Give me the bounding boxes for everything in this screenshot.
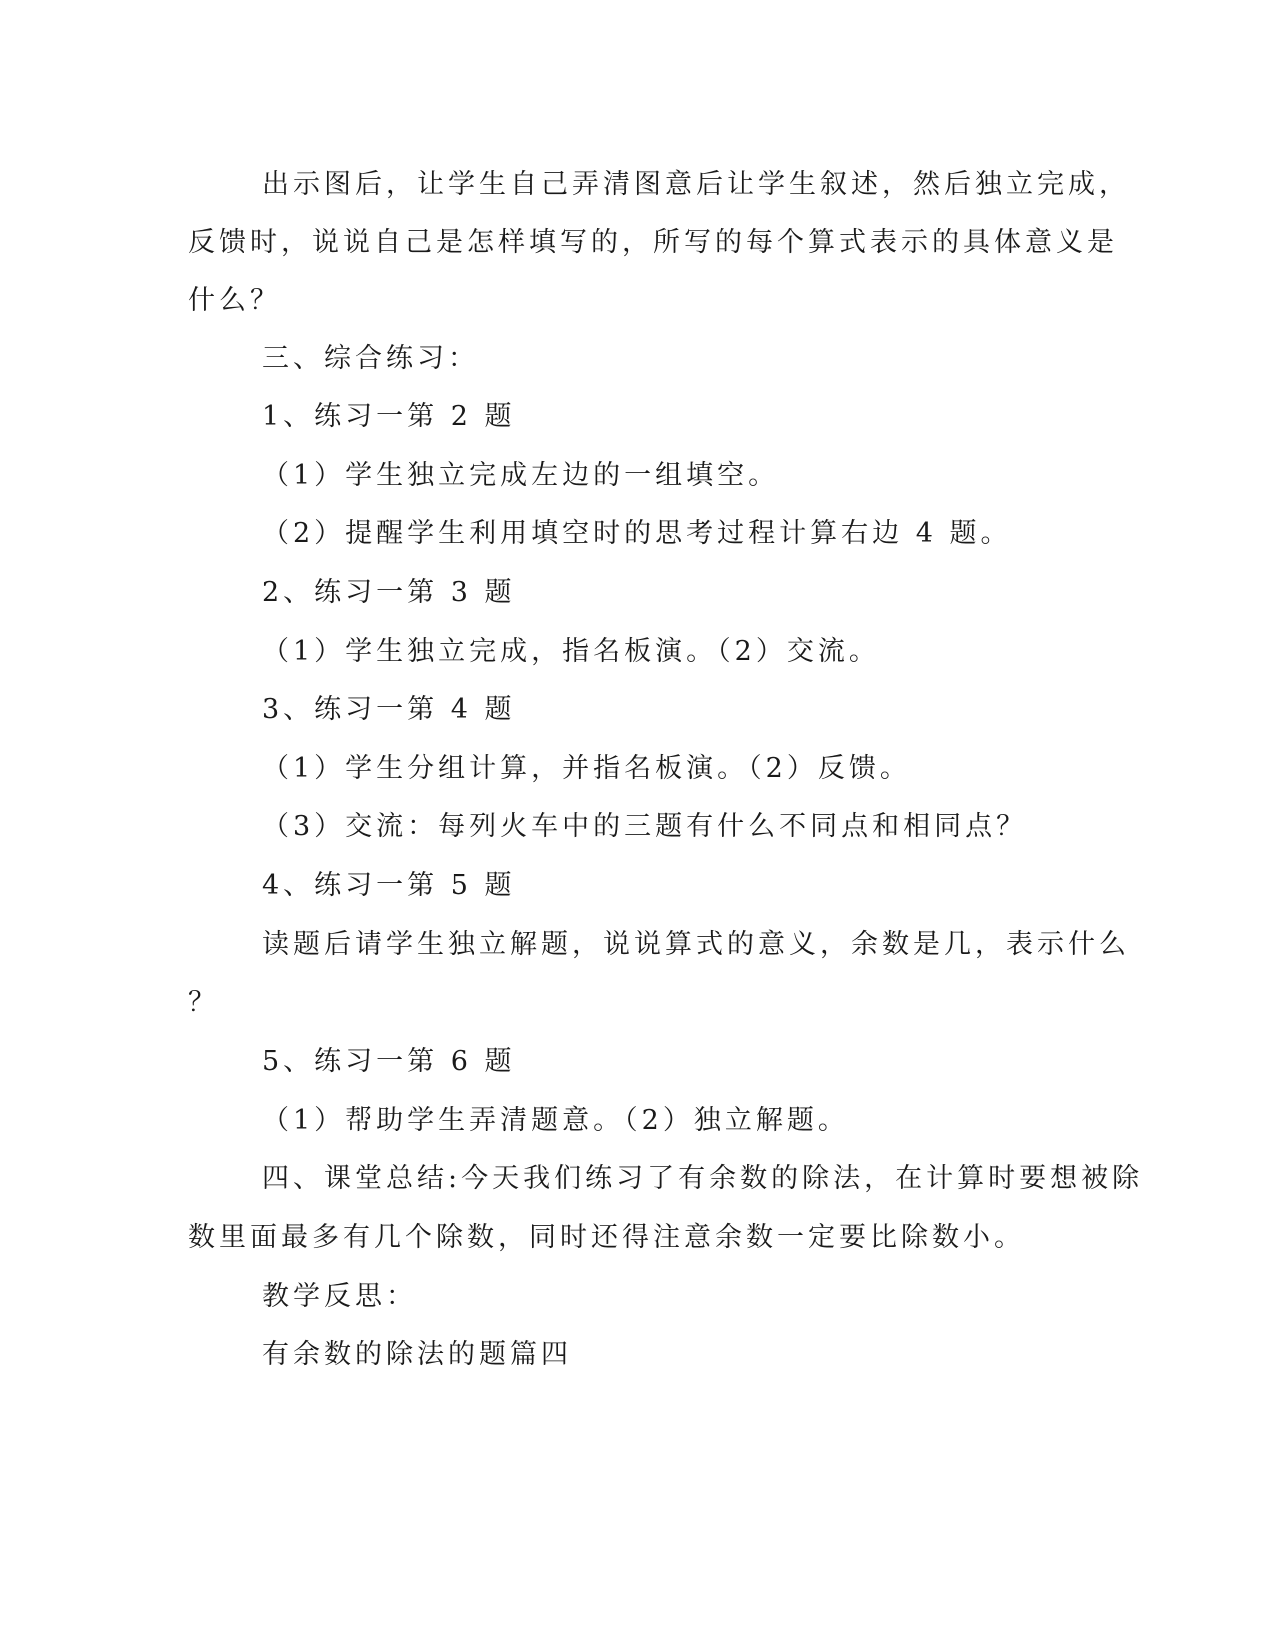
exercise-step: （2）提醒学生利用填空时的思考过程计算右边 4 题。 (262, 518, 1012, 549)
paragraph-line: 反馈时，说说自己是怎样填写的，所写的每个算式表示的具体意义是 (188, 227, 1118, 258)
exercise-heading: 5、练习一第 6 题 (262, 1046, 516, 1077)
paragraph-line: 什么？ (188, 285, 281, 316)
section-heading: 教学反思： (262, 1281, 417, 1312)
exercise-step: （1）学生独立完成，指名板演。（2）交流。 (262, 636, 880, 667)
paragraph-line: 出示图后，让学生自己弄清图意后让学生叙述，然后独立完成， (262, 169, 1130, 200)
section-heading: 三、综合练习： (262, 343, 479, 374)
paragraph-line: 数里面最多有几个除数，同时还得注意余数一定要比除数小。 (188, 1222, 1025, 1253)
exercise-heading: 1、练习一第 2 题 (262, 401, 516, 432)
paragraph-line: ？ (188, 987, 219, 1018)
exercise-heading: 4、练习一第 5 题 (262, 870, 516, 901)
exercise-step: （1）学生分组计算，并指名板演。（2）反馈。 (262, 753, 911, 784)
exercise-step: （3）交流：每列火车中的三题有什么不同点和相同点？ (262, 811, 1028, 842)
paragraph-line: 四、课堂总结:今天我们练习了有余数的除法，在计算时要想被除 (262, 1163, 1144, 1194)
section-heading: 有余数的除法的题篇四 (262, 1339, 572, 1370)
exercise-heading: 2、练习一第 3 题 (262, 577, 516, 608)
paragraph-line: 读题后请学生独立解题，说说算式的意义，余数是几，表示什么 (262, 929, 1130, 960)
exercise-step: （1）帮助学生弄清题意。（2）独立解题。 (262, 1105, 849, 1136)
exercise-step: （1）学生独立完成左边的一组填空。 (262, 460, 780, 491)
exercise-heading: 3、练习一第 4 题 (262, 694, 516, 725)
